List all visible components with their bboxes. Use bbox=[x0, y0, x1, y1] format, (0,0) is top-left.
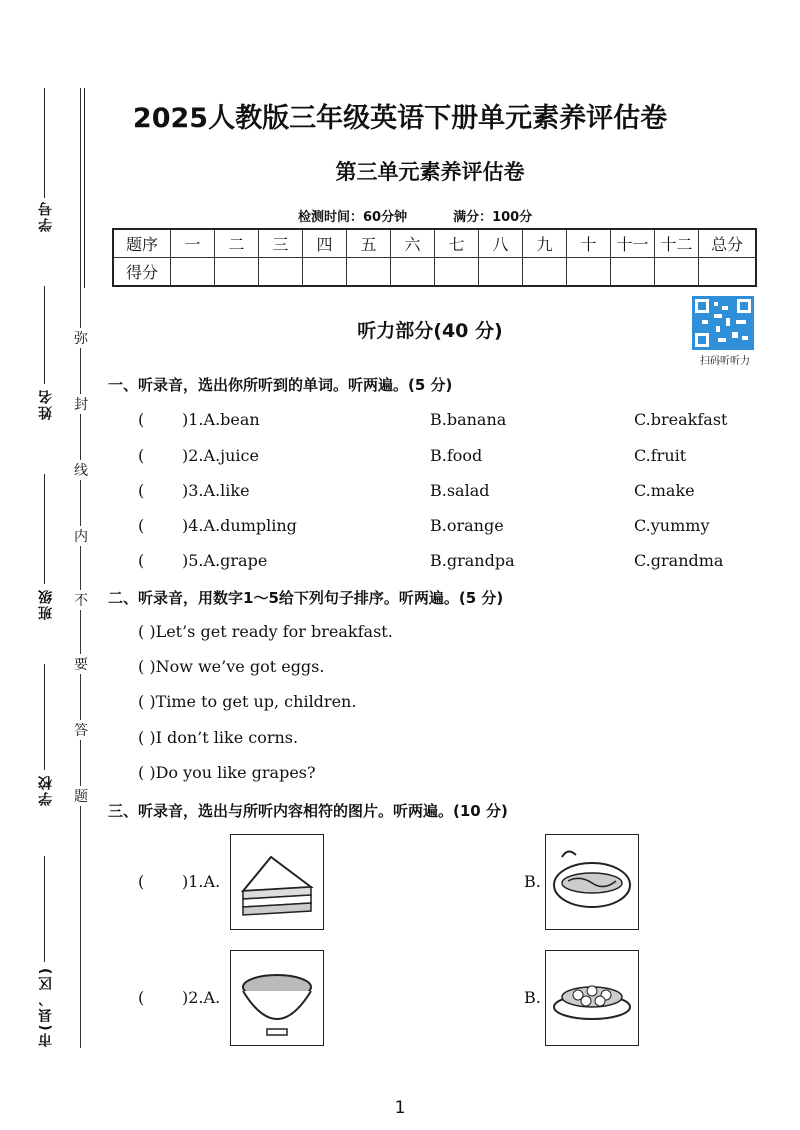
section2-heading: 二、听录音，用数字1～5给下列句子排序。听两遍。(5 分) bbox=[108, 589, 504, 607]
qr-code-icon[interactable] bbox=[692, 296, 754, 350]
score-input-cell[interactable] bbox=[303, 258, 347, 287]
s1-item-2 bbox=[0, 446, 800, 470]
option-c: C.make bbox=[634, 481, 695, 500]
score-cell: 一 bbox=[171, 229, 215, 258]
score-cell: 九 bbox=[523, 229, 567, 258]
score-cell: 四 bbox=[303, 229, 347, 258]
seal-char: 不 bbox=[72, 590, 90, 610]
s2-sentence-5[interactable]: ( )Do you like grapes? bbox=[138, 763, 316, 782]
margin-field-name: 姓名 bbox=[38, 388, 54, 420]
option-b: B.banana bbox=[430, 410, 507, 429]
s1-item-1 bbox=[0, 410, 800, 434]
exam-meta bbox=[298, 206, 578, 225]
listening-section-heading: 听力部分(40 分) bbox=[357, 320, 503, 342]
score-cell: 八 bbox=[479, 229, 523, 258]
score-cell: 十 bbox=[567, 229, 611, 258]
option-b-label: B. bbox=[524, 872, 541, 891]
seal-char: 弥 bbox=[72, 328, 90, 348]
qr-caption: 扫码听听力 bbox=[700, 356, 750, 367]
score-input-cell[interactable] bbox=[259, 258, 303, 287]
answer-paren[interactable]: ( bbox=[138, 410, 145, 429]
option-a-label: )1.A. bbox=[182, 872, 221, 891]
score-table-score-row bbox=[113, 258, 756, 287]
score-table-header-row bbox=[113, 229, 756, 258]
option-b: B.grandpa bbox=[430, 551, 515, 570]
option-b: B.orange bbox=[430, 516, 504, 535]
seal-char: 题 bbox=[72, 786, 90, 806]
score-cell: 题序 bbox=[113, 229, 171, 258]
section1-heading: 一、听录音，选出你所听到的单词。听两遍。(5 分) bbox=[108, 376, 453, 394]
seal-char: 内 bbox=[72, 526, 90, 546]
seal-char: 答 bbox=[72, 720, 90, 740]
option-b: B.salad bbox=[430, 481, 490, 500]
s2-sentence-3[interactable]: ( )Time to get up, children. bbox=[138, 692, 357, 711]
score-cell: 七 bbox=[435, 229, 479, 258]
answer-paren[interactable]: ( bbox=[138, 551, 145, 570]
score-row-label: 得分 bbox=[113, 258, 171, 287]
score-input-cell[interactable] bbox=[523, 258, 567, 287]
option-c: C.fruit bbox=[634, 446, 687, 465]
section3-heading: 三、听录音，选出与所听内容相符的图片。听两遍。(10 分) bbox=[108, 802, 508, 820]
page-number: 1 bbox=[394, 1098, 406, 1118]
score-cell: 三 bbox=[259, 229, 303, 258]
margin-field-class: 班级 bbox=[38, 588, 54, 620]
s3-item-2 bbox=[0, 988, 800, 1012]
score-cell: 五 bbox=[347, 229, 391, 258]
s1-item-4 bbox=[0, 516, 800, 540]
score-cell: 总分 bbox=[699, 229, 757, 258]
s2-sentence-2[interactable]: ( )Now we’ve got eggs. bbox=[138, 657, 325, 676]
score-input-cell[interactable] bbox=[171, 258, 215, 287]
option-a: )5.A.grape bbox=[182, 551, 268, 570]
score-cell: 十二 bbox=[655, 229, 699, 258]
s3-item-1 bbox=[0, 872, 800, 896]
option-c: C.breakfast bbox=[634, 410, 728, 429]
option-a: )3.A.like bbox=[182, 481, 250, 500]
s2-sentence-4[interactable]: ( )I don’t like corns. bbox=[138, 728, 299, 747]
s1-item-5 bbox=[0, 551, 800, 575]
noodles-bowl-image bbox=[230, 950, 324, 1046]
seal-char: 封 bbox=[72, 394, 90, 414]
option-b-label: B. bbox=[524, 988, 541, 1007]
score-input-cell[interactable] bbox=[391, 258, 435, 287]
seal-char: 线 bbox=[72, 460, 90, 480]
score-cell: 十一 bbox=[611, 229, 655, 258]
score-input-cell[interactable] bbox=[347, 258, 391, 287]
exam-time: 检测时间：60分钟 bbox=[298, 210, 408, 225]
option-a: )4.A.dumpling bbox=[182, 516, 297, 535]
sandwich-image bbox=[230, 834, 324, 930]
score-input-cell[interactable] bbox=[567, 258, 611, 287]
option-a: )1.A.bean bbox=[182, 410, 260, 429]
score-input-cell[interactable] bbox=[215, 258, 259, 287]
score-cell: 二 bbox=[215, 229, 259, 258]
exam-full-score: 满分：100分 bbox=[453, 210, 533, 225]
option-a: )2.A.juice bbox=[182, 446, 259, 465]
exam-subtitle: 第三单元素养评估卷 bbox=[335, 160, 525, 184]
answer-paren[interactable]: ( bbox=[138, 446, 145, 465]
option-c: C.yummy bbox=[634, 516, 710, 535]
score-input-cell[interactable] bbox=[611, 258, 655, 287]
score-cell: 六 bbox=[391, 229, 435, 258]
margin-underline-school bbox=[44, 664, 45, 770]
answer-paren[interactable]: ( bbox=[138, 516, 145, 535]
score-table bbox=[112, 228, 757, 287]
option-c: C.grandma bbox=[634, 551, 724, 570]
answer-paren[interactable]: ( bbox=[138, 988, 145, 1007]
answer-paren[interactable]: ( bbox=[138, 872, 145, 891]
exam-title: 2025人教版三年级英语下册单元素养评估卷 bbox=[132, 103, 668, 134]
score-input-cell[interactable] bbox=[655, 258, 699, 287]
score-input-cell[interactable] bbox=[479, 258, 523, 287]
option-a-label: )2.A. bbox=[182, 988, 221, 1007]
option-b: B.food bbox=[430, 446, 483, 465]
margin-field-student-id: 学号 bbox=[38, 200, 54, 232]
seal-char: 要 bbox=[72, 654, 90, 674]
score-input-cell[interactable] bbox=[435, 258, 479, 287]
s1-item-3 bbox=[0, 481, 800, 505]
margin-field-city: 市(县、区) bbox=[38, 966, 54, 1047]
s2-sentence-1[interactable]: ( )Let’s get ready for breakfast. bbox=[138, 622, 393, 641]
dumplings-plate-image bbox=[545, 950, 639, 1046]
score-input-cell[interactable] bbox=[699, 258, 757, 287]
answer-paren[interactable]: ( bbox=[138, 481, 145, 500]
hotdog-image bbox=[545, 834, 639, 930]
margin-field-school: 学校 bbox=[38, 774, 54, 806]
